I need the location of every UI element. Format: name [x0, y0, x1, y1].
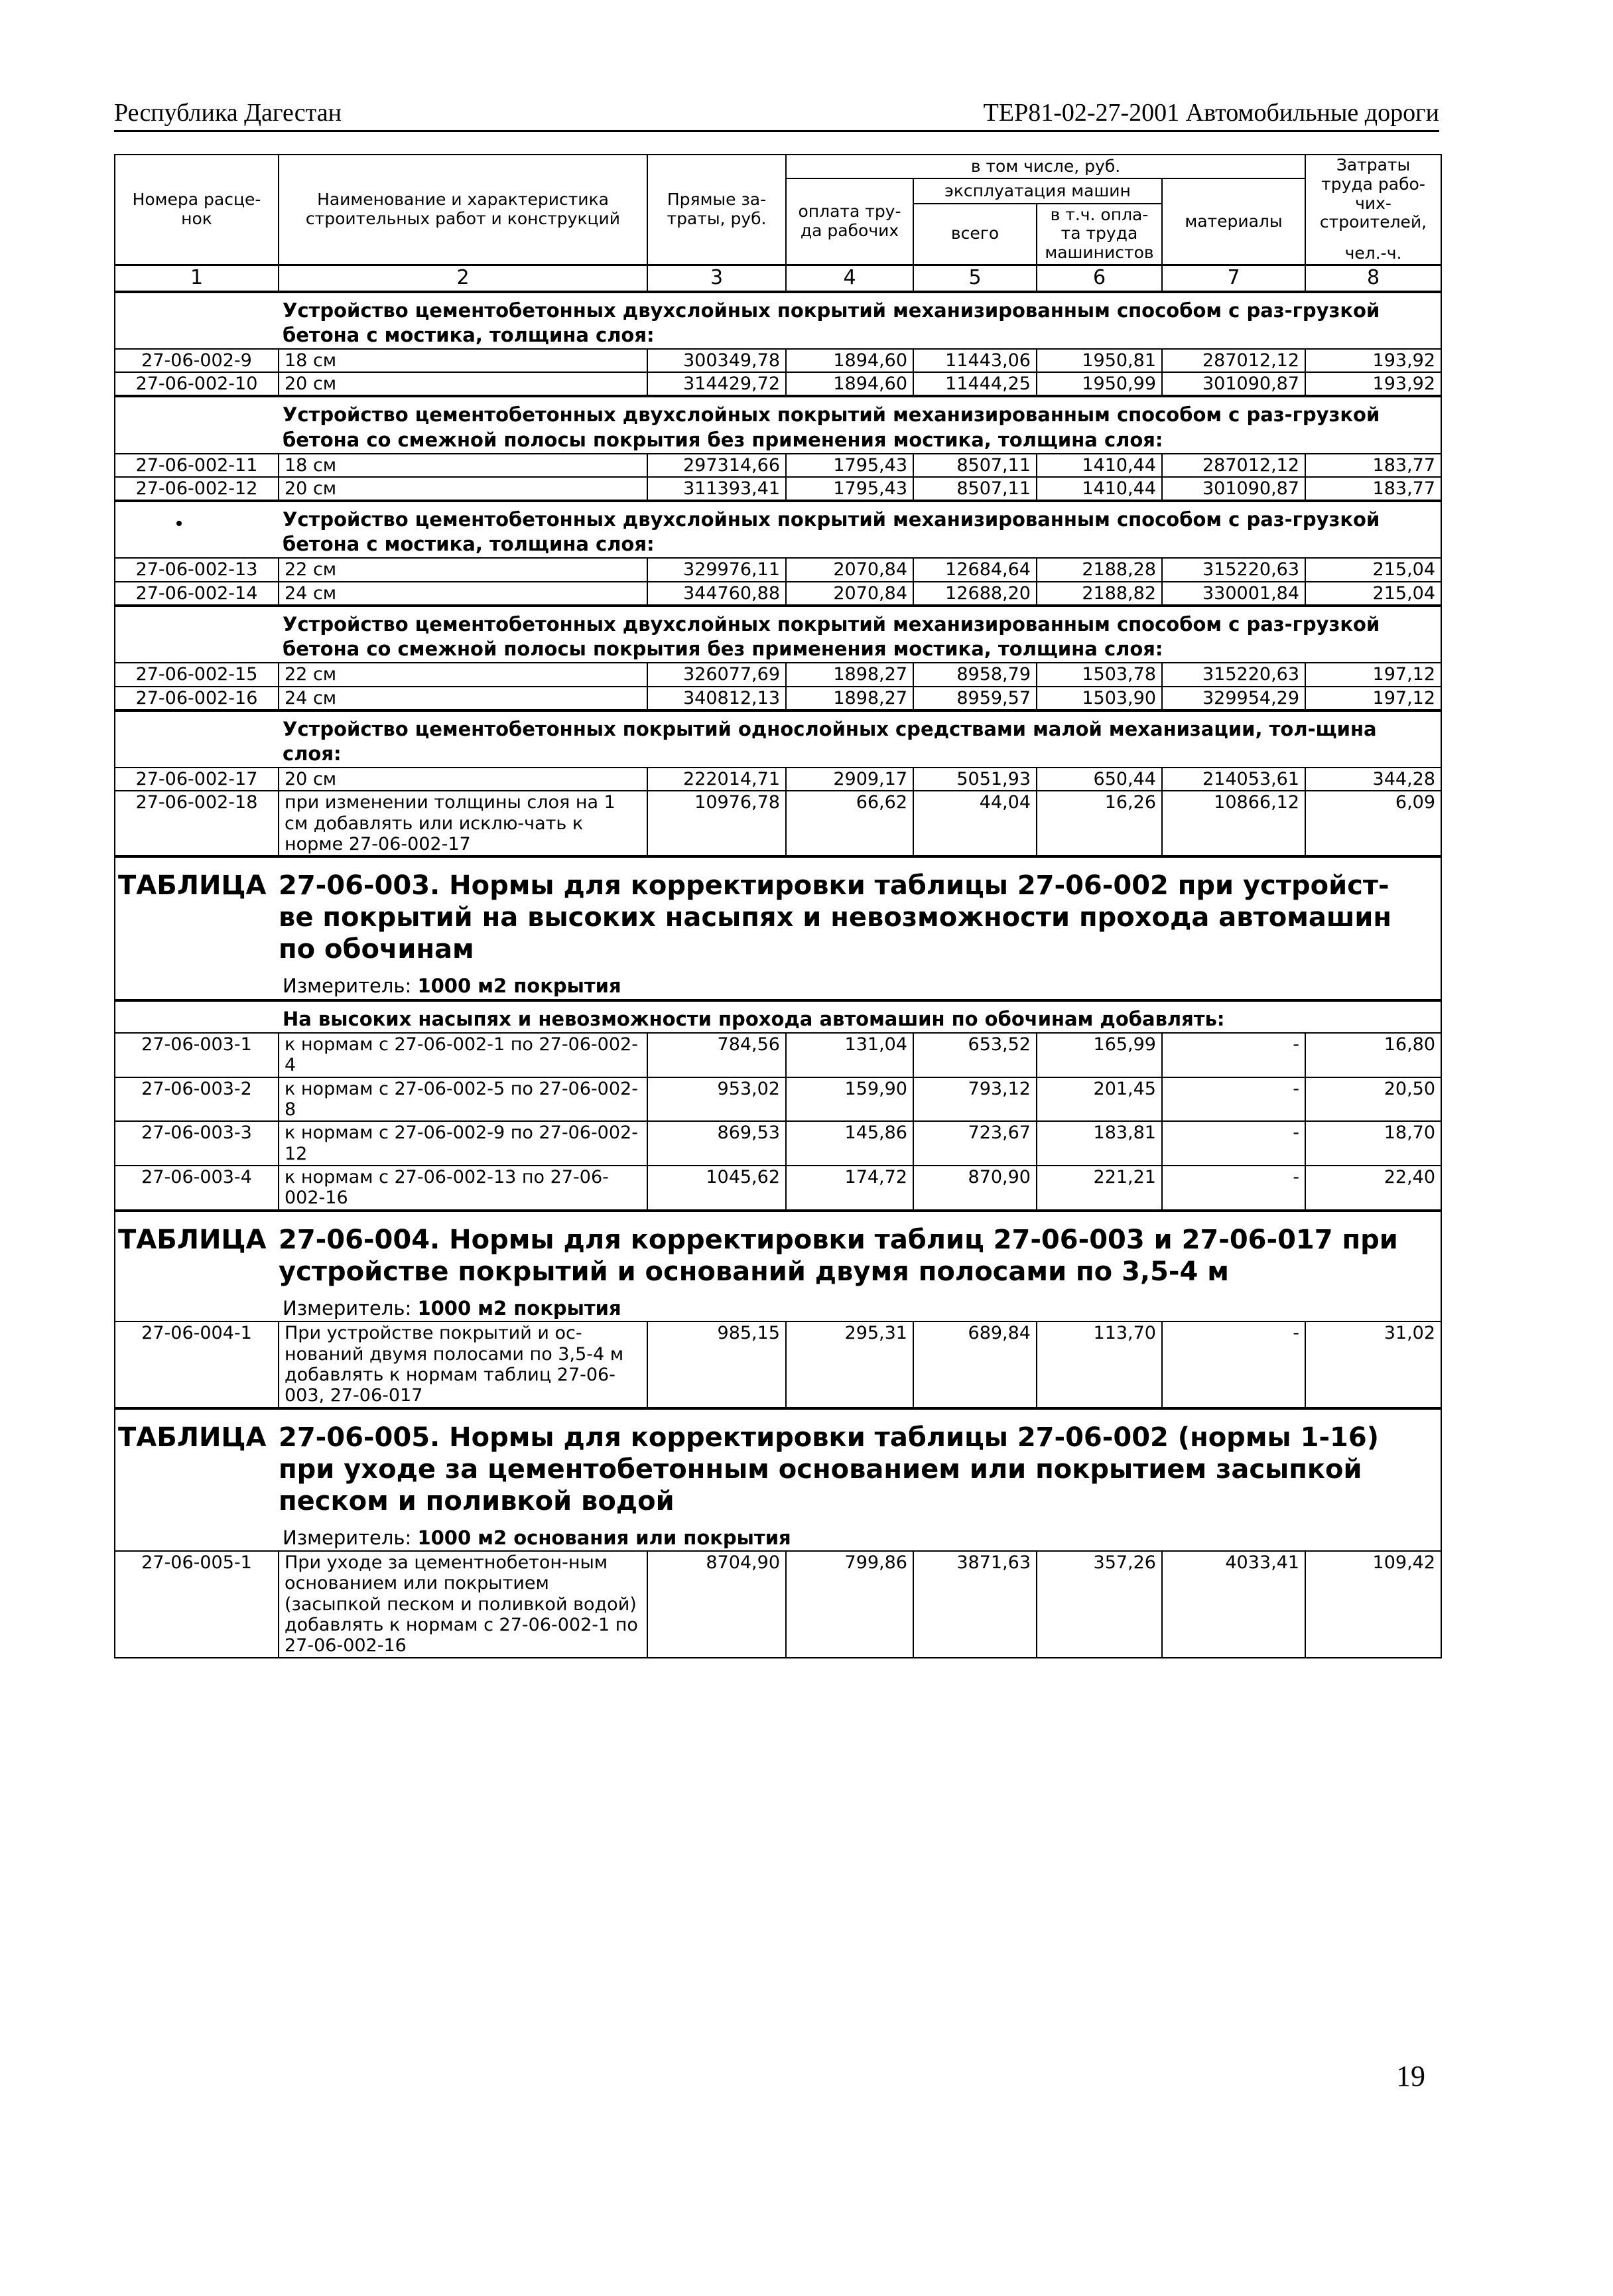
cell-direct: 297314,66 [647, 454, 786, 477]
cell-direct: 344760,88 [647, 582, 786, 606]
cell-materials: - [1162, 1321, 1305, 1408]
meter-label: Измеритель: [283, 975, 412, 998]
cell-machines-labor: 165,99 [1037, 1033, 1162, 1077]
meter-value: 1000 м2 покрытия [417, 975, 621, 998]
cell-machines-labor: 183,81 [1037, 1121, 1162, 1166]
cell-materials: 301090,87 [1162, 477, 1305, 501]
col-num-4: 4 [786, 265, 913, 291]
cell-materials: - [1162, 1033, 1305, 1077]
cell-direct: 340812,13 [647, 687, 786, 710]
cell-direct: 300349,78 [647, 349, 786, 372]
cell-workers: 193,92 [1305, 372, 1441, 396]
cell-workers: 109,42 [1305, 1551, 1441, 1658]
cell-materials: 330001,84 [1162, 582, 1305, 606]
cell-name: 20 см [279, 768, 647, 791]
table-title-row [115, 1408, 1441, 1518]
col-num-3: 3 [647, 265, 786, 291]
cell-materials: - [1162, 1121, 1305, 1166]
table-label: ТАБЛИЦА [115, 1211, 279, 1288]
cell-direct: 314429,72 [647, 372, 786, 396]
table-row [115, 1033, 1441, 1077]
cell-direct: 222014,71 [647, 768, 786, 791]
cell-labor: 1898,27 [786, 663, 913, 686]
workers-label: Затраты труда рабо-чих-строителей, [1319, 155, 1427, 232]
cell-labor: 145,86 [786, 1121, 913, 1166]
section-spacer [115, 501, 279, 558]
table-row [115, 558, 1441, 581]
table-title-row [115, 856, 1441, 966]
cell-workers: 215,04 [1305, 558, 1441, 581]
cell-workers: 193,92 [1305, 349, 1441, 372]
table-label: ТАБЛИЦА [115, 856, 279, 966]
table-title: 27-06-004. Нормы для корректировки таблиц 27-06-003 и 27-06-017 при устройстве покрытий и оснований двумя полосами по 3,5-4 м [279, 1211, 1441, 1288]
table-row [115, 1166, 1441, 1211]
cell-machines-labor: 221,21 [1037, 1166, 1162, 1211]
table-row [115, 349, 1441, 372]
cell-machines: 8507,11 [913, 477, 1037, 501]
section-heading-row [115, 396, 1441, 453]
table-title: 27-06-003. Нормы для корректировки таблицы 27-06-002 при устройст-ве покрытий на высоких насыпях и невозможности прохода автомашин по обочинам [279, 856, 1441, 966]
table-row [115, 663, 1441, 686]
meter-spacer [115, 966, 279, 1000]
cell-materials: 10866,12 [1162, 791, 1305, 856]
price-table [114, 154, 1442, 1658]
section-title: Устройство цементобетонных покрытий однослойных средствами малой механизации, тол-щина слоя: [279, 710, 1441, 768]
cell-code: 27-06-002-13 [115, 558, 279, 581]
table-row [115, 1077, 1441, 1122]
cell-labor: 1894,60 [786, 372, 913, 396]
cell-workers: 215,04 [1305, 582, 1441, 606]
cell-machines-labor: 1410,44 [1037, 454, 1162, 477]
subhead-text: На высоких насыпях и невозможности прохода автомашин по обочинам добавлять: [279, 1000, 1441, 1033]
table-row [115, 454, 1441, 477]
section-heading-row [115, 292, 1441, 349]
section-heading-row [115, 710, 1441, 768]
section-spacer [115, 606, 279, 663]
cell-name: к нормам с 27-06-002-13 по 27-06-002-16 [279, 1166, 647, 1211]
col-header-materials: материалы [1162, 178, 1305, 265]
cell-name: к нормам с 27-06-002-1 по 27-06-002-4 [279, 1033, 647, 1077]
cell-workers: 344,28 [1305, 768, 1441, 791]
cell-machines-labor: 1950,81 [1037, 349, 1162, 372]
col-num-2: 2 [279, 265, 647, 291]
cell-direct: 10976,78 [647, 791, 786, 856]
col-num-1: 1 [115, 265, 279, 291]
cell-name: 18 см [279, 349, 647, 372]
cell-code: 27-06-003-3 [115, 1121, 279, 1166]
cell-workers: 183,77 [1305, 477, 1441, 501]
cell-machines-labor: 16,26 [1037, 791, 1162, 856]
cell-code: 27-06-002-15 [115, 663, 279, 686]
cell-machines: 8958,79 [913, 663, 1037, 686]
header-left: Республика Дагестан [114, 99, 342, 127]
cell-materials: 329954,29 [1162, 687, 1305, 710]
meter-row [115, 966, 1441, 1000]
cell-code: 27-06-002-9 [115, 349, 279, 372]
cell-materials: 301090,87 [1162, 372, 1305, 396]
section-spacer [115, 292, 279, 349]
col-num-5: 5 [913, 265, 1037, 291]
col-header-workers [1305, 155, 1441, 265]
cell-workers: 6,09 [1305, 791, 1441, 856]
meter-value: 1000 м2 основания или покрытия [417, 1526, 791, 1549]
header-right: ТЕР81-02-27-2001 Автомобильные дороги [983, 99, 1439, 127]
cell-machines: 12684,64 [913, 558, 1037, 581]
col-num-6: 6 [1037, 265, 1162, 291]
section-title: Устройство цементобетонных двухслойных покрытий механизированным способом с раз-грузкой бетона с мостика, толщина слоя: [279, 501, 1441, 558]
cell-direct: 985,15 [647, 1321, 786, 1408]
section-title: Устройство цементобетонных двухслойных покрытий механизированным способом с раз-грузкой бетона со смежной полосы покрытия без применения мостика, толщина слоя: [279, 606, 1441, 663]
cell-labor: 1795,43 [786, 477, 913, 501]
cell-workers: 197,12 [1305, 663, 1441, 686]
cell-machines-labor: 113,70 [1037, 1321, 1162, 1408]
stray-dot [176, 521, 182, 526]
cell-labor: 2909,17 [786, 768, 913, 791]
cell-labor: 1894,60 [786, 349, 913, 372]
subhead-row [115, 1000, 1441, 1033]
cell-code: 27-06-002-12 [115, 477, 279, 501]
cell-labor: 2070,84 [786, 558, 913, 581]
cell-name: 22 см [279, 663, 647, 686]
cell-code: 27-06-002-11 [115, 454, 279, 477]
col-num-7: 7 [1162, 265, 1305, 291]
meter-row [115, 1518, 1441, 1552]
cell-labor: 174,72 [786, 1166, 913, 1211]
cell-labor: 66,62 [786, 791, 913, 856]
cell-workers: 183,77 [1305, 454, 1441, 477]
col-header-direct: Прямые за-траты, руб. [647, 155, 786, 265]
cell-workers: 197,12 [1305, 687, 1441, 710]
cell-name: 22 см [279, 558, 647, 581]
table-row [115, 372, 1441, 396]
table-row [115, 791, 1441, 856]
cell-direct: 1045,62 [647, 1166, 786, 1211]
cell-name: 24 см [279, 687, 647, 710]
col-header-labor: оплата тру-да рабочих [786, 178, 913, 265]
cell-materials: 287012,12 [1162, 349, 1305, 372]
col-num-8: 8 [1305, 265, 1441, 291]
cell-machines: 44,04 [913, 791, 1037, 856]
cell-machines: 3871,63 [913, 1551, 1037, 1658]
cell-code: 27-06-002-14 [115, 582, 279, 606]
meter-text [279, 1288, 1441, 1322]
cell-materials: 315220,63 [1162, 558, 1305, 581]
table-row [115, 1121, 1441, 1166]
subhead-spacer [115, 1000, 279, 1033]
cell-direct: 869,53 [647, 1121, 786, 1166]
cell-name: 24 см [279, 582, 647, 606]
cell-machines: 870,90 [913, 1166, 1037, 1211]
cell-code: 27-06-004-1 [115, 1321, 279, 1408]
cell-name: 18 см [279, 454, 647, 477]
cell-machines-labor: 650,44 [1037, 768, 1162, 791]
col-header-incl: в том числе, руб. [786, 155, 1305, 178]
col-header-machines: эксплуатация машин [913, 178, 1162, 204]
cell-machines-labor: 357,26 [1037, 1551, 1162, 1658]
col-header-machines-total: всего [913, 204, 1037, 265]
cell-code: 27-06-002-17 [115, 768, 279, 791]
cell-workers: 31,02 [1305, 1321, 1441, 1408]
cell-direct: 326077,69 [647, 663, 786, 686]
cell-machines-labor: 1410,44 [1037, 477, 1162, 501]
cell-machines: 8507,11 [913, 454, 1037, 477]
cell-labor: 799,86 [786, 1551, 913, 1658]
table-row [115, 1551, 1441, 1658]
cell-machines-labor: 1503,90 [1037, 687, 1162, 710]
cell-labor: 159,90 [786, 1077, 913, 1122]
col-header-machines-labor: в т.ч. опла-та труда машинистов [1037, 204, 1162, 265]
section-title: Устройство цементобетонных двухслойных покрытий механизированным способом с раз-грузкой бетона со смежной полосы покрытия без применения мостика, толщина слоя: [279, 396, 1441, 453]
cell-direct: 329976,11 [647, 558, 786, 581]
section-spacer [115, 710, 279, 768]
column-numbers-row [115, 265, 1441, 291]
cell-materials: - [1162, 1077, 1305, 1122]
cell-workers: 20,50 [1305, 1077, 1441, 1122]
meter-label: Измеритель: [283, 1526, 412, 1549]
cell-code: 27-06-003-4 [115, 1166, 279, 1211]
cell-name: к нормам с 27-06-002-5 по 27-06-002-8 [279, 1077, 647, 1122]
cell-materials: 4033,41 [1162, 1551, 1305, 1658]
meter-text [279, 1518, 1441, 1552]
header-rule [114, 130, 1439, 132]
cell-machines-labor: 1503,78 [1037, 663, 1162, 686]
table-label: ТАБЛИЦА [115, 1408, 279, 1518]
table-row [115, 768, 1441, 791]
cell-workers: 22,40 [1305, 1166, 1441, 1211]
cell-materials: - [1162, 1166, 1305, 1211]
table-row [115, 687, 1441, 710]
cell-machines: 12688,20 [913, 582, 1037, 606]
cell-name: При уходе за цементнобетон-ным основанием или покрытием (засыпкой песком и поливкой водой) добавлять к нормам с 27-06-002-1 по 27-06-002-16 [279, 1551, 647, 1658]
cell-materials: 287012,12 [1162, 454, 1305, 477]
cell-machines-labor: 1950,99 [1037, 372, 1162, 396]
meter-text [279, 966, 1441, 1000]
cell-direct: 953,02 [647, 1077, 786, 1122]
cell-machines-labor: 2188,82 [1037, 582, 1162, 606]
cell-direct: 8704,90 [647, 1551, 786, 1658]
section-title: Устройство цементобетонных двухслойных покрытий механизированным способом с раз-грузкой бетона с мостика, толщина слоя: [279, 292, 1441, 349]
cell-machines-labor: 201,45 [1037, 1077, 1162, 1122]
table-title: 27-06-005. Нормы для корректировки таблицы 27-06-002 (нормы 1-16) при уходе за цементобетонным основанием или покрытием засыпкой песком и поливкой водой [279, 1408, 1441, 1518]
cell-labor: 131,04 [786, 1033, 913, 1077]
cell-materials: 214053,61 [1162, 768, 1305, 791]
table-title-row [115, 1211, 1441, 1288]
cell-code: 27-06-003-1 [115, 1033, 279, 1077]
page-number: 19 [1396, 2060, 1425, 2092]
cell-labor: 1795,43 [786, 454, 913, 477]
cell-machines: 5051,93 [913, 768, 1037, 791]
cell-code: 27-06-005-1 [115, 1551, 279, 1658]
cell-direct: 311393,41 [647, 477, 786, 501]
meter-value: 1000 м2 покрытия [417, 1296, 621, 1319]
cell-code: 27-06-002-10 [115, 372, 279, 396]
table-row [115, 1321, 1441, 1408]
meter-label: Измеритель: [283, 1296, 412, 1319]
cell-labor: 295,31 [786, 1321, 913, 1408]
meter-spacer [115, 1518, 279, 1552]
cell-name: 20 см [279, 372, 647, 396]
meter-row [115, 1288, 1441, 1322]
cell-code: 27-06-002-18 [115, 791, 279, 856]
cell-name: При устройстве покрытий и ос-нований двумя полосами по 3,5-4 м добавлять к нормам таблиц 27-06-003, 27-06-017 [279, 1321, 647, 1408]
table-row [115, 477, 1441, 501]
cell-direct: 784,56 [647, 1033, 786, 1077]
meter-spacer [115, 1288, 279, 1322]
table-row [115, 582, 1441, 606]
section-heading-row [115, 501, 1441, 558]
cell-name: 20 см [279, 477, 647, 501]
cell-name: при изменении толщины слоя на 1 см добавлять или исклю-чать к норме 27-06-002-17 [279, 791, 647, 856]
cell-machines: 653,52 [913, 1033, 1037, 1077]
section-heading-row [115, 606, 1441, 663]
cell-machines: 723,67 [913, 1121, 1037, 1166]
cell-machines: 11443,06 [913, 349, 1037, 372]
cell-labor: 1898,27 [786, 687, 913, 710]
cell-workers: 18,70 [1305, 1121, 1441, 1166]
cell-machines: 689,84 [913, 1321, 1037, 1408]
cell-machines-labor: 2188,28 [1037, 558, 1162, 581]
col-header-code: Номера расце-нок [115, 155, 279, 265]
cell-machines: 8959,57 [913, 687, 1037, 710]
cell-name: к нормам с 27-06-002-9 по 27-06-002-12 [279, 1121, 647, 1166]
col-header-name: Наименование и характеристика строительных работ и конструкций [279, 155, 647, 265]
cell-labor: 2070,84 [786, 582, 913, 606]
cell-workers: 16,80 [1305, 1033, 1441, 1077]
cell-machines: 793,12 [913, 1077, 1037, 1122]
cell-machines: 11444,25 [913, 372, 1037, 396]
workers-unit: чел.-ч. [1344, 243, 1402, 263]
section-spacer [115, 396, 279, 453]
cell-materials: 315220,63 [1162, 663, 1305, 686]
cell-code: 27-06-003-2 [115, 1077, 279, 1122]
cell-code: 27-06-002-16 [115, 687, 279, 710]
